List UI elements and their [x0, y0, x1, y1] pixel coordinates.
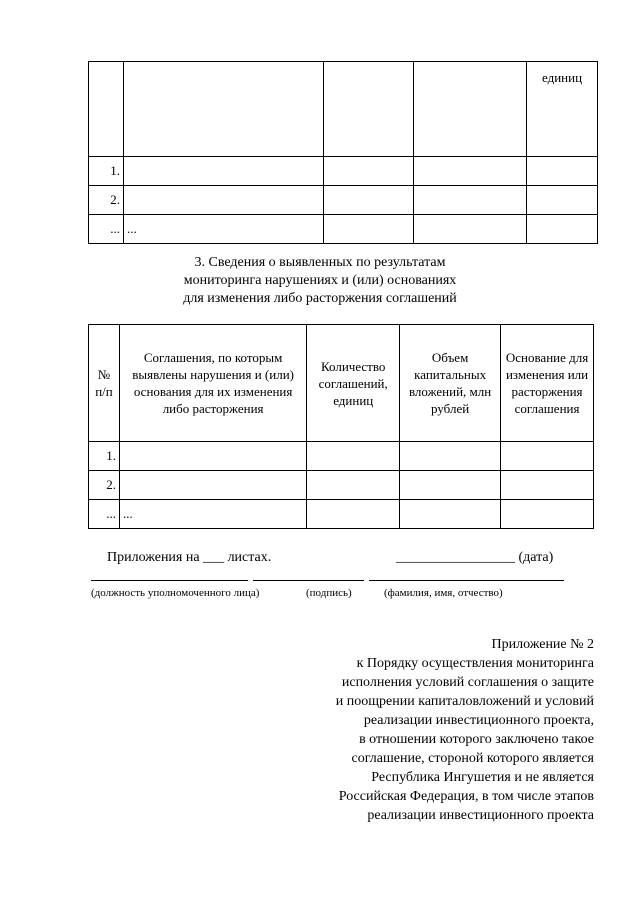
table-row: [89, 215, 598, 244]
row-number: ...: [89, 500, 120, 529]
section-3-title: [0, 254, 640, 308]
table-cell: [307, 442, 400, 471]
row-text: [119, 471, 306, 500]
section-title-line: для изменения либо расторжения соглашений: [183, 291, 457, 306]
header-agreements: Соглашения, по которым выявлены нарушения и (или) основания для их изменения либо расторжения: [119, 325, 306, 442]
name-signature-line: [369, 580, 564, 581]
table-cell: [527, 215, 598, 244]
row-text: [123, 186, 323, 215]
row-text: ...: [119, 500, 306, 529]
table-row: [89, 157, 598, 186]
row-number: 2.: [89, 186, 124, 215]
table-cell: [501, 500, 594, 529]
appendix-header: [336, 635, 594, 825]
date-line: _________________ (дата): [396, 550, 554, 565]
table-cell: [414, 186, 527, 215]
table-cell: [323, 215, 414, 244]
table-1-header-cell-4: [414, 62, 527, 157]
appendix-line: в отношении которого заключено такое: [359, 732, 594, 747]
header-grounds: Основание для изменения или расторжения соглашения: [501, 325, 594, 442]
table-cell: [307, 471, 400, 500]
table-1-header-cell-3: [323, 62, 414, 157]
table-1-continuation: [88, 61, 598, 244]
appendix-line: Российская Федерация, в том числе этапов: [338, 789, 594, 804]
row-text: [119, 442, 306, 471]
table-1-header-row: [89, 62, 598, 157]
table-cell: [527, 186, 598, 215]
row-number: 2.: [89, 471, 120, 500]
table-2-violations: [88, 324, 594, 529]
table-1-header-cell-2: [123, 62, 323, 157]
table-cell: [414, 157, 527, 186]
section-title-line: 3. Сведения о выявленных по результатам: [194, 255, 446, 270]
table-1-header-cell-1: [89, 62, 124, 157]
header-count: Количество соглашений, единиц: [307, 325, 400, 442]
table-row: [89, 500, 594, 529]
table-row: [89, 471, 594, 500]
row-text: [123, 157, 323, 186]
caption-name: (фамилия, имя, отчество): [384, 587, 503, 599]
appendix-line: Республика Ингушетия и не является: [371, 770, 594, 785]
table-cell: [323, 157, 414, 186]
attachments-line: Приложения на ___ листах.: [107, 550, 272, 565]
table-2-header-row: [89, 325, 594, 442]
row-number: 1.: [89, 442, 120, 471]
header-number: № п/п: [89, 325, 120, 442]
table-cell: [307, 500, 400, 529]
appendix-line: и поощрении капиталовложений и условий: [335, 694, 594, 709]
table-cell: [527, 157, 598, 186]
table-cell: [400, 442, 501, 471]
table-cell: [400, 471, 501, 500]
section-title-line: мониторинга нарушениях и (или) основаниях: [183, 273, 457, 288]
table-cell: [414, 215, 527, 244]
table-cell: [323, 186, 414, 215]
table-row: [89, 186, 598, 215]
table-cell: [501, 471, 594, 500]
caption-signature: (подпись): [306, 587, 352, 599]
row-number: ...: [89, 215, 124, 244]
signature-line: [253, 580, 364, 581]
appendix-line: соглашение, стороной которого является: [351, 751, 594, 766]
appendix-line: к Порядку осуществления мониторинга: [356, 656, 594, 671]
header-investment-volume: Объем капитальных вложений, млн рублей: [400, 325, 501, 442]
caption-position: (должность уполномоченного лица): [91, 587, 260, 599]
table-1-header-units: единиц: [527, 62, 598, 157]
appendix-line: исполнения условий соглашения о защите: [341, 675, 594, 690]
position-signature-line: [91, 580, 248, 581]
table-cell: [400, 500, 501, 529]
row-number: 1.: [89, 157, 124, 186]
table-cell: [501, 442, 594, 471]
table-row: [89, 442, 594, 471]
appendix-line: реализации инвестиционного проекта: [367, 808, 594, 823]
row-text: ...: [123, 215, 323, 244]
appendix-line: Приложение № 2: [491, 637, 594, 652]
appendix-line: реализации инвестиционного проекта,: [363, 713, 594, 728]
